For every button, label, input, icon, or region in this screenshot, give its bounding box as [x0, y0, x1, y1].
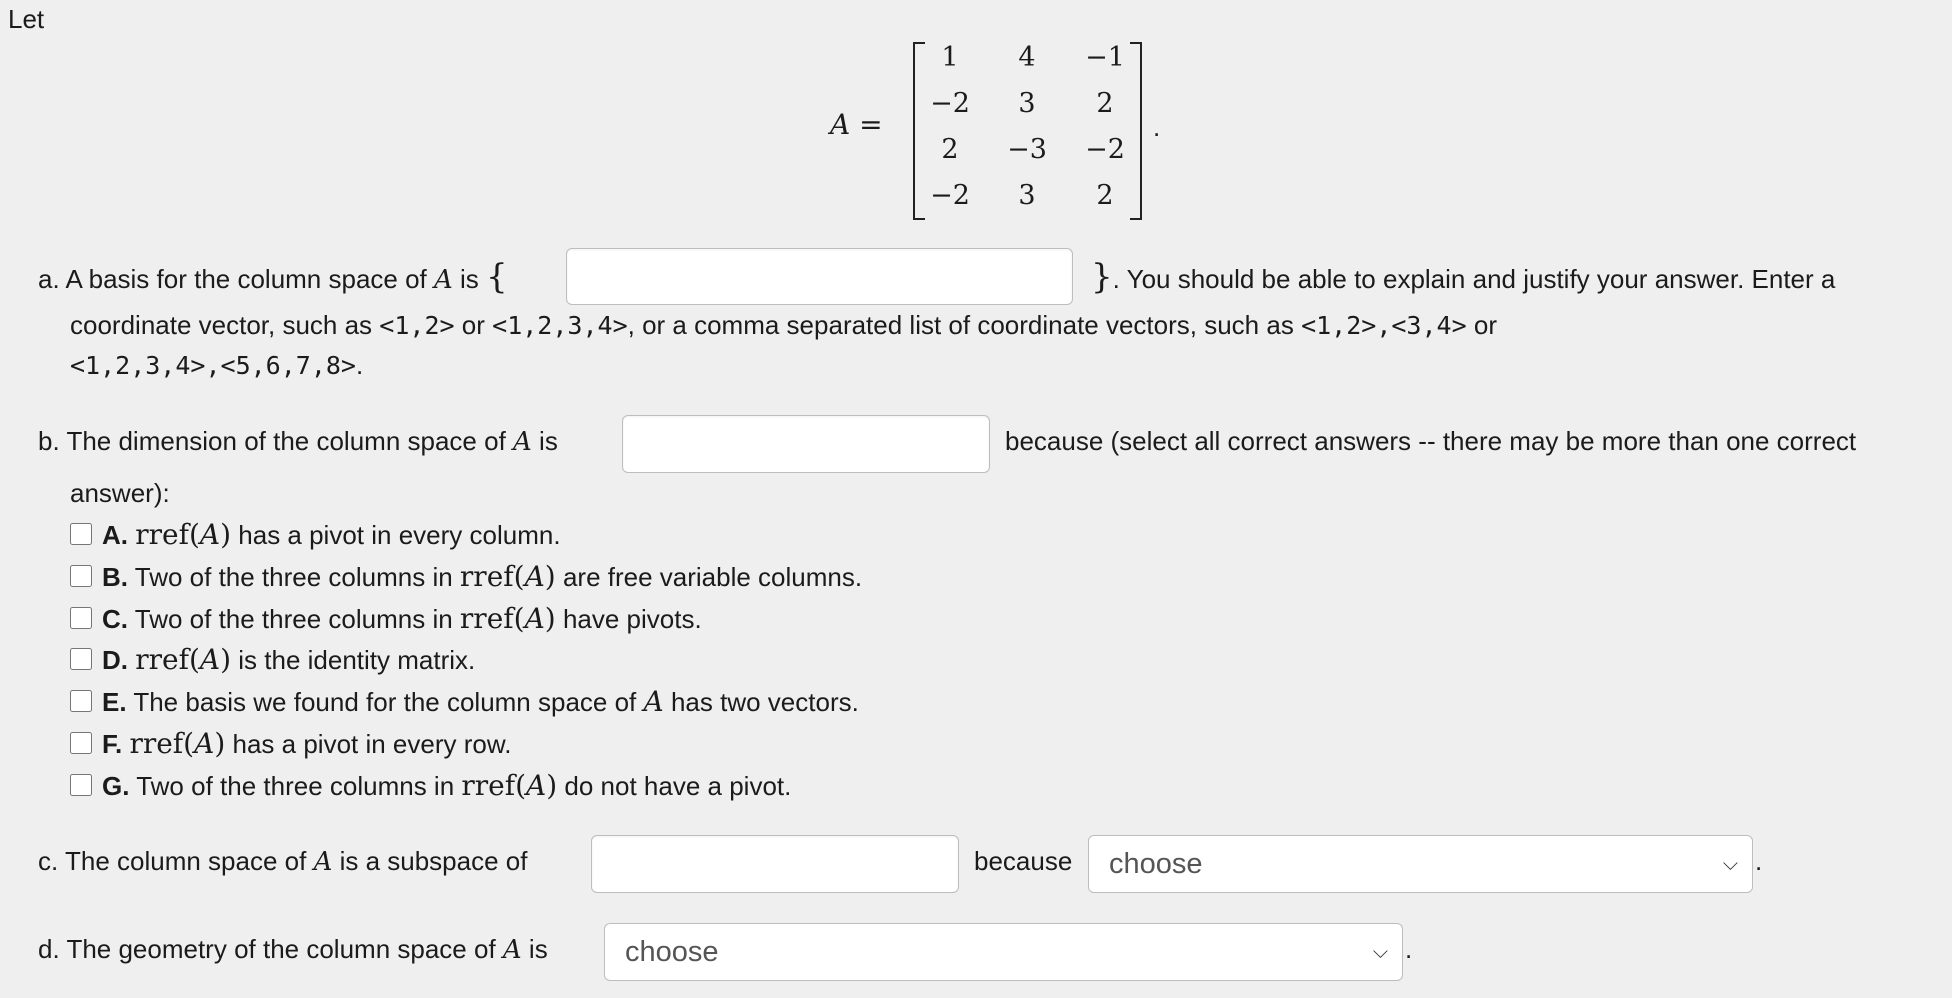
matrix-entry: 2 — [941, 134, 959, 165]
option-checkbox[interactable] — [70, 607, 92, 629]
option-text-post: has a pivot in every column. — [231, 520, 561, 550]
part-d-is: is — [528, 934, 548, 964]
part-c-var: A — [313, 847, 333, 877]
option-rref-close: ) — [220, 643, 232, 676]
part-c-suffix: is a subspace of — [339, 846, 528, 876]
part-b-var: A — [513, 427, 532, 457]
option-text-post: has a pivot in every row. — [225, 729, 512, 759]
part-a-line3 — [70, 350, 363, 381]
matrix-entry: −2 — [1085, 134, 1125, 165]
matrix-entry: 3 — [1018, 88, 1036, 119]
option-rref: rref( — [461, 769, 527, 802]
part-a-close-brace: } — [1091, 257, 1113, 297]
geometry-value: choose — [625, 936, 719, 968]
subspace-input[interactable] — [591, 835, 959, 893]
matrix-lhs: A = — [830, 108, 883, 141]
option-label — [102, 602, 702, 635]
part-a-line2-text2: , or a comma separated list of coordinate vectors, such as — [627, 310, 1294, 340]
part-a-line1-end — [1091, 257, 1835, 297]
option-rref-close: ) — [544, 602, 556, 635]
option-matrix-var: A — [194, 727, 215, 760]
part-a-prefix: a. A basis for the column space of — [38, 264, 427, 294]
example-vector-1: <1,2> — [379, 311, 455, 340]
option-text-pre: Two of the three columns in — [129, 771, 462, 801]
matrix-entry: 3 — [1018, 180, 1036, 211]
option-letter: E. — [102, 687, 127, 717]
part-b-answer: answer): — [70, 478, 170, 508]
part-d-prefix: d. The geometry of the column space of — [38, 934, 496, 964]
option-text-pre: The basis we found for the column space of — [126, 687, 644, 717]
option-text-post: are free variable columns. — [555, 562, 863, 592]
option-rref: rref( — [135, 518, 200, 551]
option-text-pre: Two of the three columns in — [128, 604, 460, 634]
part-b-prefix: b. The dimension of the column space of — [38, 426, 506, 456]
option-rref-close: ) — [220, 518, 232, 551]
option-label — [102, 643, 475, 676]
chevron-down-icon: ⌵ — [1372, 941, 1388, 963]
option-matrix-var: A — [199, 643, 221, 676]
subspace-reason-select[interactable] — [1088, 835, 1753, 893]
part-a-line2-text1: coordinate vector, such as — [70, 310, 373, 340]
part-b-line1-start — [38, 426, 558, 457]
option-label — [102, 518, 561, 551]
part-a-line1-start — [38, 257, 508, 297]
part-a-or-2: or — [1473, 310, 1497, 340]
intro-text: Let — [8, 4, 45, 34]
option-letter: A. — [102, 520, 128, 550]
option-label — [102, 685, 859, 718]
option-checkbox[interactable] — [70, 565, 92, 587]
option-text-post: have pivots. — [555, 604, 702, 634]
option-rref: rref( — [459, 560, 525, 593]
part-a-var: A — [434, 265, 453, 295]
example-vector-2: <1,2,3,4> — [492, 311, 628, 340]
part-a-open-brace: { — [486, 257, 508, 297]
option-matrix-var: A — [524, 602, 545, 635]
part-d-text — [38, 934, 548, 965]
chevron-down-icon: ⌵ — [1722, 853, 1738, 875]
part-d-end: . — [1405, 934, 1413, 964]
dimension-input[interactable] — [622, 415, 990, 473]
part-a-after: . You should be able to explain and justify your answer. Enter a — [1112, 264, 1836, 294]
option-checkbox[interactable] — [70, 690, 92, 712]
matrix-entry: −2 — [930, 180, 970, 211]
subspace-reason-value: choose — [1109, 848, 1203, 880]
matrix-entry: −1 — [1085, 42, 1125, 73]
option-label — [102, 560, 862, 593]
matrix-entry: 1 — [941, 42, 959, 73]
option-checkbox[interactable] — [70, 523, 92, 545]
option-text-post: has two vectors. — [663, 687, 859, 717]
geometry-select[interactable] — [604, 923, 1403, 981]
option-letter: F. — [102, 729, 123, 759]
matrix-entry: −2 — [930, 88, 970, 119]
option-letter: D. — [102, 645, 128, 675]
option-rref: rref( — [135, 643, 200, 676]
part-d-var: A — [502, 935, 522, 965]
option-matrix-var: A — [199, 518, 221, 551]
part-c-end: . — [1755, 846, 1763, 876]
option-letter: C. — [102, 604, 128, 634]
matrix-entry: 2 — [1096, 88, 1114, 119]
part-c-because: because — [974, 846, 1073, 876]
option-matrix-var: A — [643, 685, 664, 718]
option-label — [102, 727, 511, 760]
option-label — [102, 769, 791, 802]
option-checkbox[interactable] — [70, 774, 92, 796]
option-text-post: do not have a pivot. — [557, 771, 792, 801]
option-matrix-var: A — [524, 560, 545, 593]
option-checkbox[interactable] — [70, 648, 92, 670]
option-rref: rref( — [129, 727, 195, 760]
matrix-entry: −3 — [1007, 134, 1047, 165]
option-checkbox[interactable] — [70, 732, 92, 754]
matrix-entry: 4 — [1018, 42, 1036, 73]
example-list-2: <1,2,3,4>,<5,6,7,8> — [70, 351, 356, 380]
option-letter: G. — [102, 771, 130, 801]
part-a-or-1: or — [461, 310, 485, 340]
basis-input[interactable] — [566, 248, 1073, 305]
part-c-text — [38, 846, 527, 877]
option-rref: rref( — [459, 602, 525, 635]
option-matrix-var: A — [526, 769, 547, 802]
option-text-pre: Two of the three columns in — [128, 562, 460, 592]
example-list-1: <1,2>,<3,4> — [1301, 311, 1467, 340]
matrix-entry: 2 — [1096, 180, 1114, 211]
part-a-end: . — [355, 350, 364, 380]
part-c-prefix: c. The column space of — [38, 846, 307, 876]
option-rref-close: ) — [546, 769, 558, 802]
option-rref-close: ) — [214, 727, 226, 760]
part-b-is: is — [539, 426, 558, 456]
part-a-line2 — [70, 310, 1497, 341]
option-rref-close: ) — [544, 560, 556, 593]
matrix-period: . — [1153, 112, 1161, 142]
option-text-post: is the identity matrix. — [231, 645, 476, 675]
part-a-is: is — [460, 264, 479, 294]
part-b-because: because (select all correct answers -- there may be more than one correct — [1005, 426, 1857, 456]
option-letter: B. — [102, 562, 128, 592]
